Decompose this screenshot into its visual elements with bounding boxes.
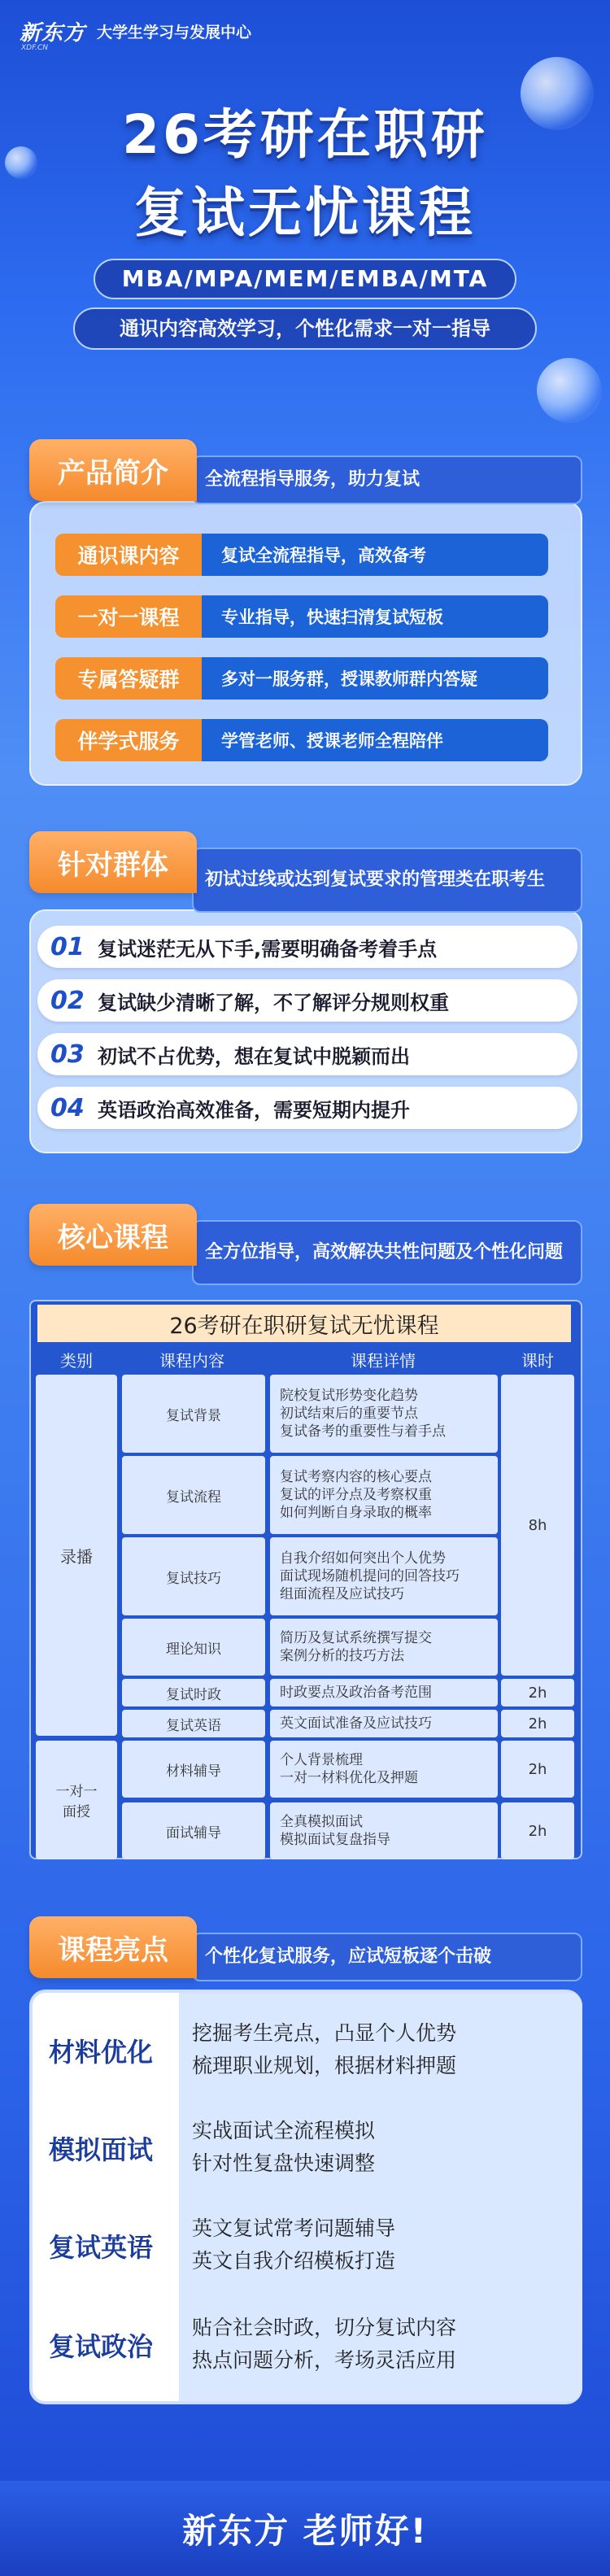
course-tag: 核心课程 [29,1204,197,1266]
brand-logo [20,16,86,52]
column-header: 课程内容 [159,1350,224,1371]
group-row [37,1087,577,1129]
course-name-cell: 复试时政 [122,1679,265,1706]
category-cell: 一对一 面授 [36,1741,117,1859]
intro-row-label: 一对一课程 [55,595,202,638]
course-detail-cell: 院校复试形势变化趋势 初试结束后的重要节点 复试备考的重要性与着手点 [270,1375,498,1453]
highlights-subtitle: 个性化复试服务，应试短板逐个击破 [192,1933,582,1981]
course-detail-cell: 复试考察内容的核心要点 复试的评分点及考察权重 如何判断自身录取的概率 [270,1456,498,1534]
brand-name: 大学生学习与发展中心 [97,24,252,41]
hours-cell: 2h [501,1802,574,1859]
column-header: 课时 [521,1350,554,1371]
course-detail-cell: 时政要点及政治备考范围 [270,1679,498,1706]
course-detail-cell: 简历及复试系统撰写提交 案例分析的技巧方法 [270,1619,498,1676]
intro-row-desc: 多对一服务群，授课教师群内答疑 [202,657,548,700]
course-name-cell: 理论知识 [122,1619,265,1676]
programs-pill: MBA/MPA/MEM/EMBA/MTA [94,259,516,299]
highlight-desc: 贴合社会时政，切分复试内容 热点问题分析，考场灵活应用 [192,2316,457,2372]
highlights-tag: 课程亮点 [29,1916,197,1978]
intro-section [29,439,582,797]
decorative-bubble [537,358,602,423]
group-row-text: 复试迷茫无从下手,需要明确备考着手点 [98,937,438,961]
footer-text: 新东方 老师好! [182,2510,428,2551]
group-row-text: 复试缺少清晰了解，不了解评分规则权重 [98,991,449,1014]
course-name-cell: 材料辅导 [122,1741,265,1798]
hero-title-line2: 复试无忧课程 [134,181,476,244]
footer-banner [0,2481,610,2576]
course-detail-cell: 个人背景梳理 一对一材料优化及押题 [270,1741,498,1798]
course-name-cell: 面试辅导 [122,1802,265,1859]
header [20,16,252,52]
group-row [37,1033,577,1075]
highlight-name: 材料优化 [49,2037,154,2068]
course-name-cell: 复试背景 [122,1375,265,1453]
intro-row-label: 专属答疑群 [55,657,202,700]
hours-cell: 2h [501,1710,574,1737]
intro-row-desc: 复试全流程指导，高效备考 [202,534,548,576]
column-header: 类别 [60,1350,93,1371]
course-subtitle: 全方位指导，高效解决共性问题及个性化问题 [192,1220,582,1285]
column-header: 课程详情 [351,1350,416,1371]
intro-row-desc: 学管老师、授课老师全程陪伴 [202,719,548,761]
category-cell: 录播 [36,1375,117,1736]
hours-cell: 2h [501,1741,574,1798]
group-row-number: 03 [50,1040,85,1069]
groups-tag: 针对群体 [29,831,197,893]
highlight-desc: 英文复试常考问题辅导 英文自我介绍模板打造 [192,2216,396,2273]
group-row [37,979,577,1022]
highlights-panel [29,1990,582,2404]
intro-panel [29,501,582,786]
intro-row [55,719,548,761]
group-row-text: 初试不占优势，想在复试中脱颖而出 [98,1044,410,1068]
hours-cell: 2h [501,1679,574,1706]
logo-subtext: XDF.CN [21,44,48,52]
group-row-number: 02 [50,986,85,1015]
course-name-cell: 复试流程 [122,1456,265,1534]
intro-row [55,534,548,576]
group-row [37,926,577,968]
hero-title-line1: 26考研在职研 [122,103,488,166]
highlight-name: 复试政治 [49,2331,154,2362]
intro-row [55,657,548,700]
course-section [29,1204,582,1863]
highlight-desc: 挖掘考生亮点，凸显个人优势 梳理职业规划，根据材料押题 [192,2021,457,2077]
intro-subtitle: 全流程指导服务，助力复试 [192,455,582,504]
slogan-pill: 通识内容高效学习，个性化需求一对一指导 [73,307,537,350]
course-detail-cell: 自我介绍如何突出个人优势 面试现场随机提问的回答技巧 组面流程及应试技巧 [270,1537,498,1615]
intro-row-desc: 专业指导，快速扫清复试短板 [202,595,548,638]
groups-section [29,831,582,1157]
highlight-desc: 实战面试全流程模拟 针对性复盘快速调整 [192,2119,376,2175]
group-row-number: 04 [50,1093,85,1122]
group-row-number: 01 [50,932,85,961]
groups-subtitle: 初试过线或达到复试要求的管理类在职考生 [192,848,582,913]
hours-cell: 8h [501,1375,574,1676]
group-row-text: 英语政治高效准备，需要短期内提升 [98,1098,410,1122]
course-detail-cell: 全真模拟面试 模拟面试复盘指导 [270,1802,498,1859]
highlight-name: 复试英语 [49,2232,154,2263]
course-detail-cell: 英文面试准备及应试技巧 [270,1710,498,1737]
course-name-cell: 复试英语 [122,1710,265,1737]
intro-row [55,595,548,638]
logo-text: 新东方 [20,21,86,46]
course-table-title: 26考研在职研复试无忧课程 [37,1305,571,1342]
intro-row-label: 伴学式服务 [55,719,202,761]
intro-row-label: 通识课内容 [55,534,202,576]
highlight-name: 模拟面试 [49,2134,154,2165]
highlights-section [29,1916,582,2421]
groups-panel [29,909,582,1153]
intro-tag: 产品简介 [29,439,197,501]
course-name-cell: 复试技巧 [122,1537,265,1615]
